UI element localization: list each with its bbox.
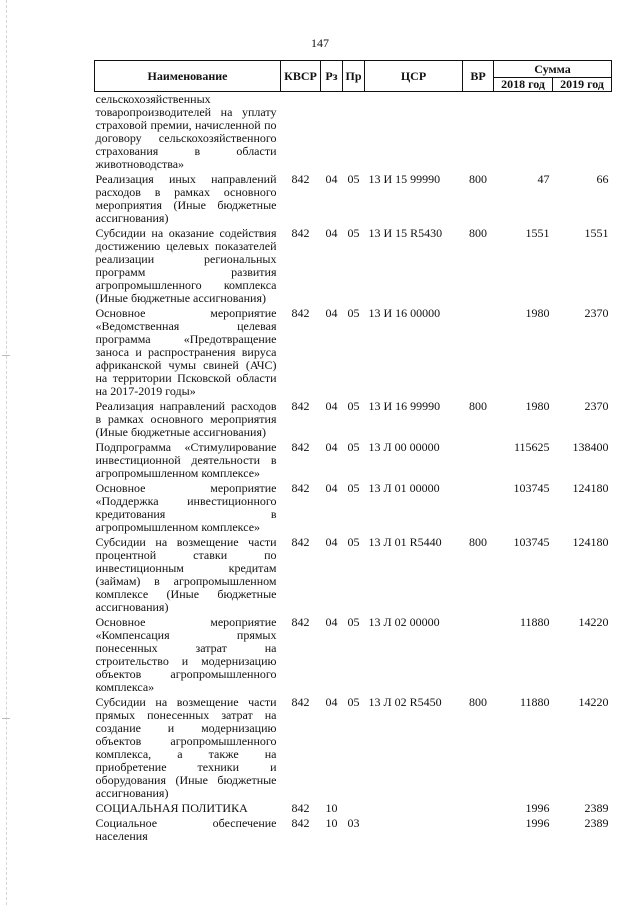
cell-pr: 05 [347, 481, 360, 495]
cell-rz [321, 92, 343, 174]
cell-csr [365, 802, 463, 817]
cell-pr: 05 [347, 535, 360, 549]
cell-name: Реализация иных направлений расходов в рамках основного мероприятия (Иные бюджетные ассигнования) [95, 172, 277, 225]
header-csr: ЦСР [365, 61, 463, 92]
cell-name: Субсидии на возмещение части процентной ставки по инвестиционным кредитам (займам) в агропромышленном комплексе (Иные бюджетные ассигнования) [95, 535, 277, 614]
cell-vr: 800 [469, 695, 487, 709]
cell-pr: 05 [347, 695, 360, 709]
page-number: 147 [311, 36, 329, 50]
cell-pr: 05 [347, 306, 360, 320]
cell-kvsr: 842 [291, 801, 310, 815]
table-row [95, 616, 612, 696]
cell-sum-2019 [553, 92, 612, 174]
cell-csr: 13 И 15 R5430 [368, 226, 443, 240]
cell-rz: 04 [325, 535, 338, 549]
cell-csr: 13 Л 01 00000 [368, 481, 440, 495]
cell-sum-2019: 2389 [584, 801, 609, 815]
cell-rz: 04 [325, 440, 338, 454]
cell-name: Социальное обеспечение населения [95, 816, 277, 843]
cell-sum-2018: 103745 [513, 535, 550, 549]
cell-sum-2019: 66 [596, 172, 609, 186]
cell-kvsr: 842 [291, 695, 310, 709]
cell-name: Основное мероприятие «Ведомственная целевая программа «Предотвращение заноса и распространения вируса африканской чумы свиней (АЧС) на территории Псковской области на 2017-2019 годы» [95, 306, 277, 398]
cell-kvsr: 842 [291, 399, 310, 413]
budget-table [94, 60, 612, 845]
table-row [95, 817, 612, 845]
cell-sum-2019: 2370 [584, 306, 609, 320]
cell-sum-2018: 1551 [525, 226, 550, 240]
cell-csr: 13 И 15 99990 [368, 172, 441, 186]
table-row [95, 696, 612, 802]
cell-name: Основное мероприятие «Компенсация прямых понесенных затрат на строительство и модернизацию объектов агропромышленного комплекса» [95, 615, 277, 694]
cell-name: Субсидии на оказание содействия достижению целевых показателей реализации региональных программ развития агропромышленного комплекса (Иные бюджетные ассигнования) [95, 226, 277, 305]
cell-pr: 05 [347, 615, 360, 629]
table-row [95, 227, 612, 307]
cell-csr: 13 Л 02 R5450 [368, 695, 442, 709]
cell-rz: 10 [325, 816, 338, 830]
cell-sum-2019: 1551 [584, 226, 609, 240]
cell-pr [343, 92, 365, 174]
cell-csr: 13 Л 00 00000 [368, 440, 440, 454]
table-header [95, 61, 612, 92]
cell-csr: 13 Л 02 00000 [368, 615, 440, 629]
cell-name: Реализация направлений расходов в рамках основного мероприятия (Иные бюджетные ассигнования) [95, 399, 277, 439]
cell-sum-2018: 1980 [525, 306, 550, 320]
edge-mark [2, 355, 10, 356]
cell-csr: 13 Л 01 R5440 [368, 535, 442, 549]
header-vr: ВР [463, 61, 494, 92]
cell-sum-2018: 11880 [519, 615, 550, 629]
cell-sum-2018: 1996 [525, 801, 550, 815]
cell-name: сельскохозяйственных товаропроизводителей на уплату страховой премии, начисленной по договору сельскохозяйственного страхования в области животноводства» [95, 92, 277, 171]
cell-sum-2019: 14220 [578, 615, 609, 629]
cell-rz: 04 [325, 615, 338, 629]
cell-sum-2019: 2389 [584, 816, 609, 830]
cell-sum-2019: 124180 [572, 535, 609, 549]
cell-rz: 10 [325, 801, 338, 815]
header-kvsr: КВСР [281, 61, 321, 92]
cell-sum-2018 [494, 92, 553, 174]
page-left-edge [6, 0, 7, 905]
cell-pr: 03 [347, 816, 360, 830]
header-name: Наименование [95, 61, 281, 92]
cell-vr [463, 616, 494, 696]
cell-pr: 05 [347, 399, 360, 413]
header-pr: Пр [343, 61, 365, 92]
cell-pr: 05 [347, 172, 360, 186]
cell-vr: 800 [469, 226, 487, 240]
cell-csr: 13 И 16 00000 [368, 306, 441, 320]
cell-rz: 04 [325, 481, 338, 495]
table-row [95, 536, 612, 616]
cell-csr [365, 817, 463, 845]
cell-sum-2019: 138400 [572, 440, 609, 454]
table-body [95, 92, 612, 846]
header-rz: Рз [321, 61, 343, 92]
cell-sum-2019: 124180 [572, 481, 609, 495]
cell-kvsr: 842 [291, 615, 310, 629]
cell-sum-2018: 11880 [519, 695, 550, 709]
cell-rz: 04 [325, 399, 338, 413]
cell-sum-2018: 1980 [525, 399, 550, 413]
table-row [95, 92, 612, 174]
table-row [95, 482, 612, 536]
cell-name: Основное мероприятие «Поддержка инвестиционного кредитования в агропромышленном комплексе» [95, 481, 277, 534]
cell-kvsr: 842 [291, 816, 310, 830]
cell-kvsr [281, 92, 321, 174]
header-sum: Сумма [494, 61, 612, 78]
cell-kvsr: 842 [291, 535, 310, 549]
cell-kvsr: 842 [291, 481, 310, 495]
cell-vr [463, 92, 494, 174]
cell-pr: 05 [347, 440, 360, 454]
cell-vr [463, 441, 494, 482]
cell-kvsr: 842 [291, 226, 310, 240]
cell-vr: 800 [469, 399, 487, 413]
cell-rz: 04 [325, 695, 338, 709]
cell-vr [463, 802, 494, 817]
cell-name: Подпрограмма «Стимулирование инвестиционной деятельности в агропромышленном комплексе» [95, 440, 277, 480]
cell-rz: 04 [325, 306, 338, 320]
table-row [95, 802, 612, 817]
cell-name: Субсидии на возмещение части прямых понесенных затрат на создание и модернизацию объектов агропромышленного комплекса, а также на приобретение техники и оборудования (Иные бюджетные ассигнования) [95, 695, 277, 800]
cell-vr: 800 [469, 535, 487, 549]
cell-kvsr: 842 [291, 440, 310, 454]
cell-vr [463, 307, 494, 400]
cell-csr: 13 И 16 99990 [368, 399, 441, 413]
cell-kvsr: 842 [291, 306, 310, 320]
cell-sum-2019: 14220 [578, 695, 609, 709]
cell-sum-2018: 1996 [525, 816, 550, 830]
table-row [95, 400, 612, 441]
cell-name: СОЦИАЛЬНАЯ ПОЛИТИКА [95, 801, 248, 815]
cell-kvsr: 842 [291, 172, 310, 186]
cell-csr [365, 92, 463, 174]
cell-sum-2018: 47 [537, 172, 550, 186]
cell-vr: 800 [469, 172, 487, 186]
cell-sum-2018: 103745 [513, 481, 550, 495]
cell-rz: 04 [325, 226, 338, 240]
header-year-2019: 2019 год [553, 78, 612, 92]
table-row [95, 173, 612, 227]
cell-vr [463, 817, 494, 845]
cell-pr: 05 [347, 226, 360, 240]
table-row [95, 441, 612, 482]
edge-mark [2, 718, 10, 719]
cell-rz: 04 [325, 172, 338, 186]
header-year-2018: 2018 год [494, 78, 553, 92]
cell-sum-2018: 115625 [513, 440, 550, 454]
cell-sum-2019: 2370 [584, 399, 609, 413]
table-row [95, 307, 612, 400]
cell-pr [343, 802, 365, 817]
cell-vr [463, 482, 494, 536]
